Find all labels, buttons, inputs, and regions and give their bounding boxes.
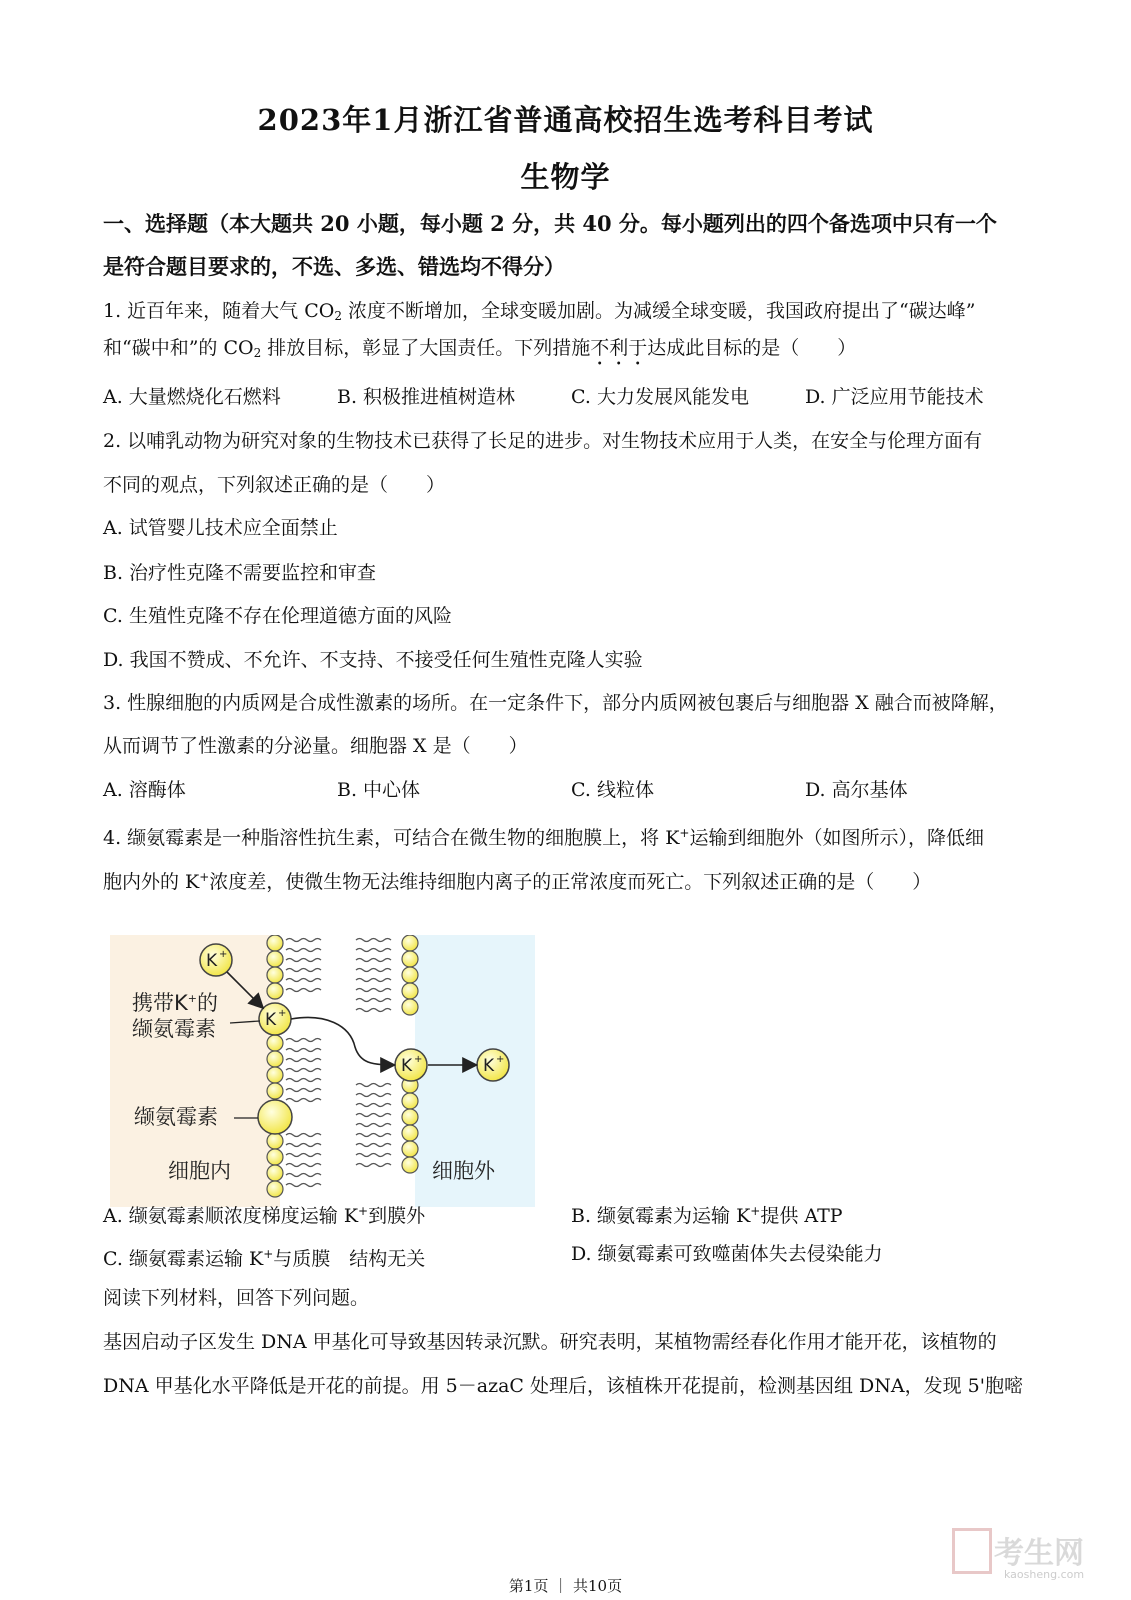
- lipid-tail: [356, 1114, 391, 1117]
- q4-stem-line1: 4. 缬氨霉素是一种脂溶性抗生素，可结合在微生物的细胞膜上，将 K+运输到细胞外（如图所示），降低细: [103, 826, 984, 849]
- outside-label: 细胞外: [432, 1159, 495, 1183]
- q1-option-b: B. 积极推进植树造林: [337, 386, 516, 408]
- watermark: 考生网 kaosheng.com: [994, 1536, 1085, 1581]
- valinomycin-empty: [258, 1100, 292, 1134]
- phospholipid-head: [402, 999, 418, 1015]
- q2-option-c: C. 生殖性克隆不存在伦理道德方面的风险: [103, 605, 452, 627]
- phospholipid-head: [267, 951, 283, 967]
- lipid-tail: [286, 1069, 321, 1072]
- q3-option-b: B. 中心体: [337, 779, 421, 801]
- q3-option-d: D. 高尔基体: [805, 779, 908, 801]
- lipid-tail: [286, 1039, 321, 1042]
- q2-option-a: A. 试管婴儿技术应全面禁止: [103, 517, 338, 539]
- lipid-tail: [356, 939, 391, 942]
- phospholipid-head: [402, 967, 418, 983]
- phospholipid-head: [402, 1109, 418, 1125]
- lipid-tail: [356, 959, 391, 962]
- q4-stem-line2: 胞内外的 K+浓度差，使微生物无法维持细胞内离子的正常浓度而死亡。下列叙述正确的是（ ）: [103, 870, 932, 893]
- reading-paragraph-line1: 基因启动子区发生 DNA 甲基化可导致基因转录沉默。研究表明，某植物需经春化作用才能开花，该植物的: [103, 1331, 997, 1353]
- phospholipid-tails: [286, 939, 391, 1187]
- q4-option-b: B. 缬氨霉素为运输 K+提供 ATP: [571, 1204, 843, 1227]
- lipid-tail: [356, 949, 391, 952]
- q2-option-d: D. 我国不赞成、不允许、不支持、不接受任何生殖性克隆人实验: [103, 649, 643, 671]
- lipid-tail: [356, 969, 391, 972]
- lipid-tail: [356, 1094, 391, 1097]
- emphasis-text: 不利于: [590, 337, 648, 359]
- q4-option-a: A. 缬氨霉素顺浓度梯度运输 K+到膜外: [103, 1204, 426, 1227]
- lipid-tail: [286, 969, 321, 972]
- lipid-tail: [286, 959, 321, 962]
- q2-option-b: B. 治疗性克隆不需要监控和审查: [103, 562, 377, 584]
- carrier-label-line2: 缬氨霉素: [132, 1017, 216, 1041]
- phospholipid-head: [267, 1051, 283, 1067]
- k-ion-sup: +: [496, 1054, 505, 1065]
- k-ion-label: K: [401, 1056, 413, 1076]
- q3-stem-line2: 从而调节了性激素的分泌量。细胞器 X 是（ ）: [103, 735, 528, 757]
- lipid-tail: [286, 1079, 321, 1082]
- phospholipid-head: [402, 1157, 418, 1173]
- phospholipid-head: [267, 1133, 283, 1149]
- lipid-tail: [356, 1009, 391, 1012]
- lipid-tail: [286, 1174, 321, 1177]
- lipid-tail: [356, 1124, 391, 1127]
- section-heading-line2: 是符合题目要求的，不选、多选、错选均不得分）: [103, 254, 565, 279]
- watermark-logo-icon: [952, 1528, 992, 1574]
- phospholipid-head: [267, 1181, 283, 1197]
- q3-stem-line1: 3. 性腺细胞的内质网是合成性激素的场所。在一定条件下，部分内质网被包裹后与细胞器 X 融合而被降解，: [103, 692, 1008, 714]
- q3-option-c: C. 线粒体: [571, 779, 654, 801]
- q3-option-a: A. 溶酶体: [103, 779, 186, 801]
- q1-option-a: A. 大量燃烧化石燃料: [103, 386, 281, 408]
- phospholipid-head: [267, 935, 283, 951]
- lipid-tail: [356, 1134, 391, 1137]
- lipid-tail: [356, 1164, 391, 1167]
- phospholipid-head: [402, 951, 418, 967]
- q2-stem-line1: 2. 以哺乳动物为研究对象的生物技术已获得了长足的进步。对生物技术应用于人类，在安全与伦理方面有: [103, 430, 983, 452]
- exam-title: 2023年1月浙江省普通高校招生选考科目考试: [257, 103, 874, 137]
- lipid-tail: [286, 1059, 321, 1062]
- lipid-tail: [356, 999, 391, 1002]
- phospholipid-head: [267, 967, 283, 983]
- lipid-tail: [356, 1144, 391, 1147]
- lipid-tail: [286, 1154, 321, 1157]
- k-ion-label: K: [206, 951, 218, 971]
- valinomycin-label: 缬氨霉素: [134, 1105, 218, 1129]
- k-ion-label: K: [483, 1056, 495, 1076]
- phospholipid-head: [267, 1067, 283, 1083]
- section-heading-line1: 一、选择题（本大题共 20 小题，每小题 2 分，共 40 分。每小题列出的四个备选项中只有一个: [103, 211, 997, 236]
- page-footer: 第1页 ｜ 共10页: [508, 1577, 623, 1595]
- phospholipid-head: [402, 1093, 418, 1109]
- lipid-tail: [286, 979, 321, 982]
- phospholipid-head: [267, 983, 283, 999]
- lipid-tail: [286, 1049, 321, 1052]
- lipid-tail: [356, 1154, 391, 1157]
- reading-paragraph-line2: DNA 甲基化水平降低是开花的前提。用 5－azaC 处理后，该植株开花提前，检测基因组 DNA，发现 5'胞嘧: [103, 1375, 1023, 1397]
- phospholipid-head: [267, 1165, 283, 1181]
- lipid-tail: [286, 989, 321, 992]
- phospholipid-head: [402, 935, 418, 951]
- q1-stem-line1: 1. 近百年来，随着大气 $CO_2$ 浓度不断增加，全球变暖加剧。为减缓全球变暖，我国政府提出了“碳达峰”: [103, 300, 976, 323]
- arrow-carrier-across: [291, 1017, 393, 1065]
- membrane-transport-figure: [110, 935, 535, 1207]
- q4-option-c: C. 缬氨霉素运输 K+与质膜 结构无关: [103, 1247, 426, 1270]
- lipid-tail: [356, 1084, 391, 1087]
- reading-intro: 阅读下列材料，回答下列问题。: [103, 1287, 370, 1309]
- k-ion-label: K: [265, 1010, 277, 1030]
- subject-title: 生物学: [520, 160, 611, 194]
- carrier-label-line1: 携带K+的: [132, 991, 218, 1015]
- lipid-tail: [356, 989, 391, 992]
- phospholipid-head: [402, 1125, 418, 1141]
- q1-option-c: C. 大力发展风能发电: [571, 386, 749, 408]
- lipid-tail: [286, 1144, 321, 1147]
- q2-stem-line2: 不同的观点，下列叙述正确的是（ ）: [103, 474, 446, 496]
- lipid-tail: [286, 1099, 321, 1102]
- phospholipid-head: [267, 1083, 283, 1099]
- k-ion-sup: +: [414, 1054, 423, 1065]
- phospholipid-head: [402, 1141, 418, 1157]
- lipid-tail: [286, 949, 321, 952]
- phospholipid-head: [402, 983, 418, 999]
- inside-label: 细胞内: [168, 1159, 231, 1183]
- k-ion-sup: +: [219, 949, 228, 960]
- phospholipid-head: [267, 1149, 283, 1165]
- k-ion-sup: +: [278, 1008, 287, 1019]
- lipid-tail: [286, 939, 321, 942]
- q1-stem-line2: 和“碳中和”的 $CO_2$ 排放目标，彰显了大国责任。下列措施不利于达成此目标的是（ ）: [103, 337, 857, 360]
- q1-option-d: D. 广泛应用节能技术: [805, 386, 984, 408]
- lipid-tail: [356, 1104, 391, 1107]
- lipid-tail: [286, 1134, 321, 1137]
- lipid-tail: [356, 979, 391, 982]
- lipid-tail: [286, 1164, 321, 1167]
- q4-option-d: D. 缬氨霉素可致噬菌体失去侵染能力: [571, 1243, 883, 1265]
- lipid-tail: [286, 1184, 321, 1187]
- lipid-tail: [286, 1089, 321, 1092]
- phospholipid-head: [267, 1035, 283, 1051]
